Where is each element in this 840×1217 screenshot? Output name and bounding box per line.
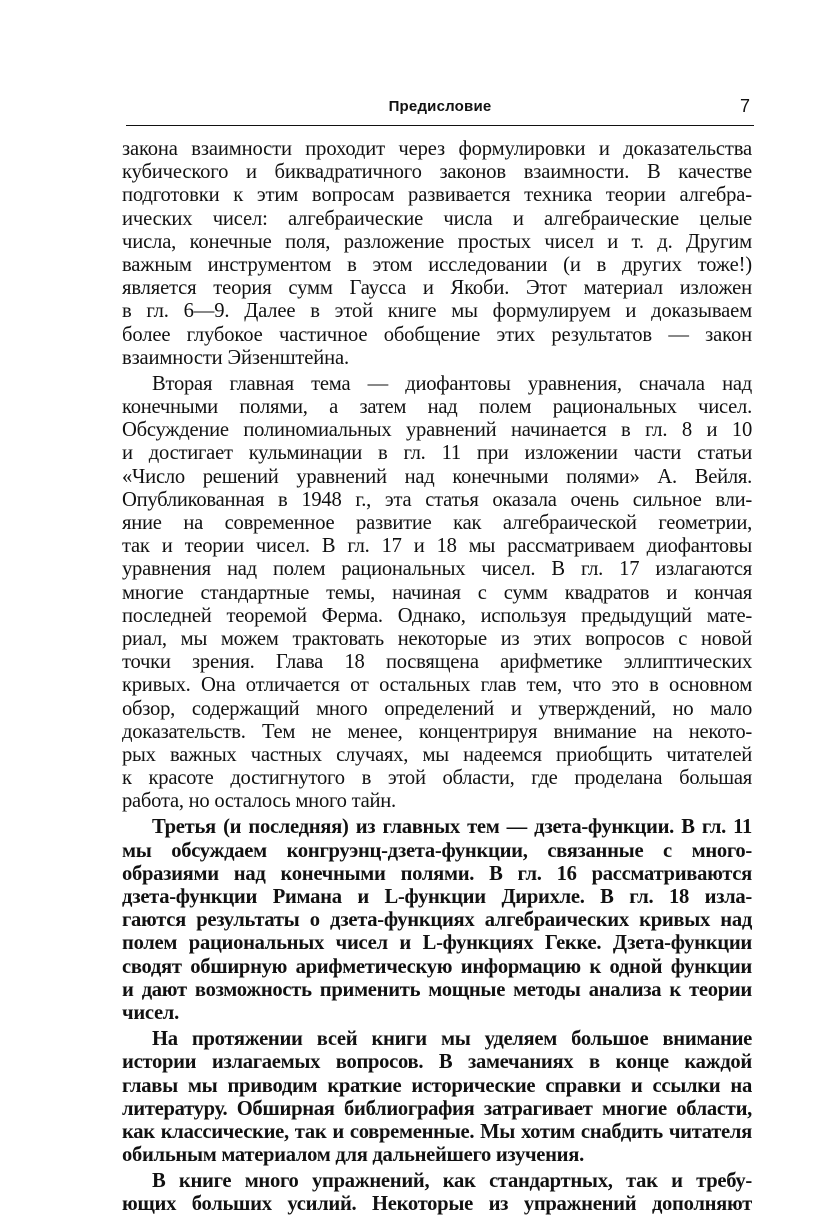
text-line: числа, конечные поля, разложение простых чисел и т. д. Другим	[122, 230, 752, 253]
page-number: 7	[739, 96, 750, 116]
text-line: Вторая главная тема — диофантовы уравнения, сначала над	[152, 372, 752, 395]
text-line: Опубликованная в 1948 г., эта статья оказала очень сильное вли-	[122, 488, 752, 511]
text-line: и дают возможность применить мощные методы анализа к теории	[122, 978, 752, 1001]
text-line: сводят обширную арифметическую информацию к одной функции	[122, 955, 752, 978]
text-line: в гл. 6—9. Далее в этой книге мы формулируем и доказываем	[122, 300, 752, 323]
text-line: В книге много упражнений, как стандартных, так и требу-	[152, 1170, 752, 1193]
text-line: гаются результаты о дзета-функциях алгебраических кривых над	[122, 909, 752, 932]
paragraph	[122, 816, 752, 1025]
text-line: закона взаимности проходит через формулировки и доказательства	[122, 138, 752, 160]
text-line: многие стандартные темы, начиная с сумм квадратов и кончая	[122, 581, 752, 604]
text-line: обильным материалом для дальнейшего изучения.	[122, 1144, 584, 1167]
body-text	[122, 138, 752, 1217]
text-line: яние на современное развитие как алгебраической геометрии,	[122, 512, 752, 534]
text-line: дзета-функции Римана и L-функции Дирихле. В гл. 18 изла-	[122, 886, 752, 908]
paragraph	[122, 138, 752, 370]
text-line: подготовки к этим вопросам развивается техника теории алгебра-	[122, 184, 752, 207]
text-line: риал, мы можем трактовать некоторые из этих вопросов с новой	[122, 627, 752, 650]
text-line: работа, но осталось много тайн.	[122, 790, 396, 813]
text-line: образиями над конечными полями. В гл. 16 рассматриваются	[122, 862, 752, 885]
text-line: точки зрения. Глава 18 посвящена арифметике эллиптических	[122, 651, 752, 674]
running-header	[126, 98, 754, 126]
text-line: главы мы приводим краткие исторические справки и ссылки на	[122, 1074, 752, 1097]
text-line: истории излагаемых вопросов. В замечаниях в конце каждой	[122, 1051, 752, 1074]
text-line: доказательств. Тем не менее, концентрируя внимание на некото-	[122, 720, 752, 743]
text-line: конечными полями, а затем над полем рациональных чисел.	[122, 396, 752, 419]
header-rule	[126, 125, 754, 126]
text-line: последней теоремой Ферма. Однако, используя предыдущий мате-	[122, 604, 752, 627]
text-line: полем рациональных чисел и L-функциях Гекке. Дзета-функции	[122, 932, 752, 955]
text-line: является теория сумм Гаусса и Якоби. Этот материал изложен	[122, 277, 752, 300]
text-line: чисел.	[122, 1001, 179, 1024]
text-line: На протяжении всей книги мы уделяем большое внимание	[152, 1028, 752, 1051]
paragraph	[122, 373, 752, 814]
text-line: и достигает кульминации в гл. 11 при изложении части статьи	[122, 442, 752, 465]
text-line: обзор, содержащий много определений и утверждений, но мало	[122, 697, 752, 720]
text-line: важным инструментом в этом исследовании (и в других тоже!)	[122, 253, 752, 276]
running-header-title: Предисловие	[388, 98, 492, 115]
text-line: более глубокое частичное обобщение этих результатов — закон	[122, 323, 752, 346]
paragraph	[122, 1028, 752, 1167]
text-line: ющих больших усилий. Некоторые из упражнений дополняют	[122, 1193, 752, 1216]
text-line: ических чисел: алгебраические числа и алгебраические целые	[122, 207, 752, 230]
paragraph	[122, 1170, 752, 1216]
text-line: уравнения над полем рациональных чисел. В гл. 17 излагаются	[122, 558, 752, 581]
text-line: так и теории чисел. В гл. 17 и 18 мы рассматриваем диофантовы	[122, 535, 752, 558]
text-line: кривых. Она отличается от остальных глав тем, что это в основном	[122, 674, 752, 697]
text-line: к красоте достигнутого в этой области, где проделана большая	[122, 767, 752, 790]
text-line: Обсуждение полиномиальных уравнений начинается в гл. 8 и 10	[122, 419, 752, 442]
text-line: литературу. Обширная библиография затрагивает многие области,	[122, 1097, 752, 1120]
text-line: кубического и биквадратичного законов взаимности. В качестве	[122, 161, 752, 184]
text-line: взаимности Эйзенштейна.	[122, 346, 349, 369]
text-line: Третья (и последняя) из главных тем — дзета-функции. В гл. 11	[152, 816, 752, 839]
text-line: «Число решений уравнений над конечными полями» А. Вейля.	[122, 465, 752, 488]
text-line: как классические, так и современные. Мы хотим снабдить читателя	[122, 1120, 752, 1143]
text-line: мы обсуждаем конгруэнц-дзета-функции, связанные с много-	[122, 839, 752, 862]
text-line: рых важных частных случаях, мы надеемся приобщить читателей	[122, 743, 752, 766]
